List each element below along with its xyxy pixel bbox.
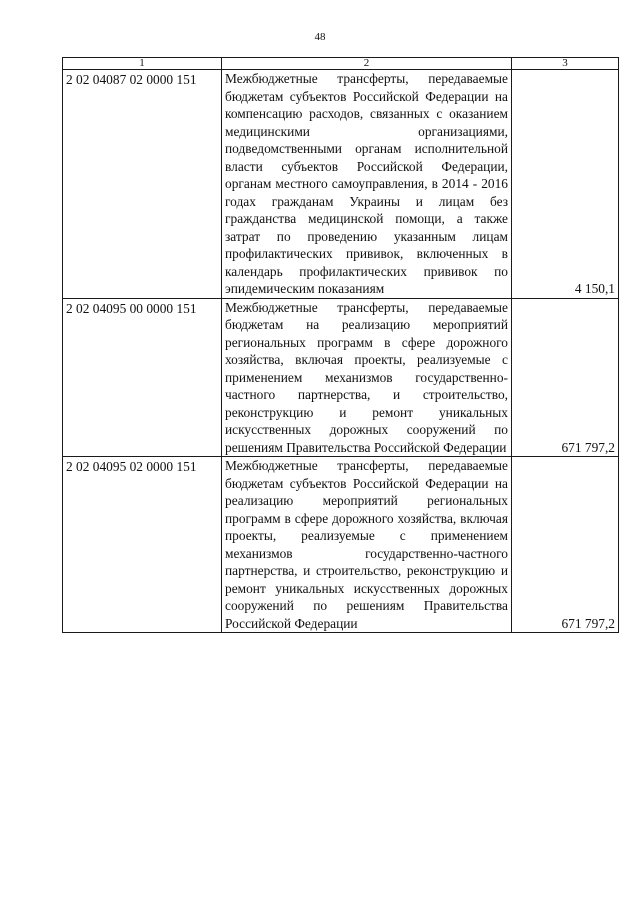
column-header-code: 1	[63, 58, 222, 70]
row-code: 2 02 04087 02 0000 151	[63, 70, 222, 299]
row-amount: 671 797,2	[512, 457, 619, 633]
budget-table	[62, 57, 619, 633]
row-code: 2 02 04095 00 0000 151	[63, 298, 222, 457]
row-description: Межбюджетные трансферты, передаваемые бюджетам на реализацию мероприятий региональных программ в сфере дорожного хозяйства, включая проекты, реализуемые с применением механизмов государственно-частного партнерства, и строительство, реконструкцию и ремонт уникальных искусственных дорожных сооружений по решениям Правительства Российской Федерации	[222, 298, 512, 457]
row-amount: 671 797,2	[512, 298, 619, 457]
table-header-row	[63, 58, 619, 70]
row-amount: 4 150,1	[512, 70, 619, 299]
page-number: 48	[314, 31, 326, 43]
table-row	[63, 298, 619, 457]
table-row	[63, 457, 619, 633]
column-header-description: 2	[222, 58, 512, 70]
column-header-amount: 3	[512, 58, 619, 70]
row-description: Межбюджетные трансферты, передаваемые бюджетам субъектов Российской Федерации на реализацию мероприятий региональных программ в сфере дорожного хозяйства, включая проекты, реализуемые с применением механизмов государственно-частного партнерства, и строительство, реконструкцию и ремонт уникальных искусственных дорожных сооружений по решениям Правительства Российской Федерации	[222, 457, 512, 633]
table-row	[63, 70, 619, 299]
row-description: Межбюджетные трансферты, передаваемые бюджетам субъектов Российской Федерации на компенсацию расходов, связанных с оказанием медицинскими организациями, подведомственными органам исполнительной власти субъектов Российской Федерации, органам местного самоуправления, в 2014 - 2016 годах гражданам Украины и лицам без гражданства медицинской помощи, а также затрат по проведению указанным лицам профилактических прививок, включенных в календарь профилактических прививок по эпидемическим показаниям	[222, 70, 512, 299]
row-code: 2 02 04095 02 0000 151	[63, 457, 222, 633]
